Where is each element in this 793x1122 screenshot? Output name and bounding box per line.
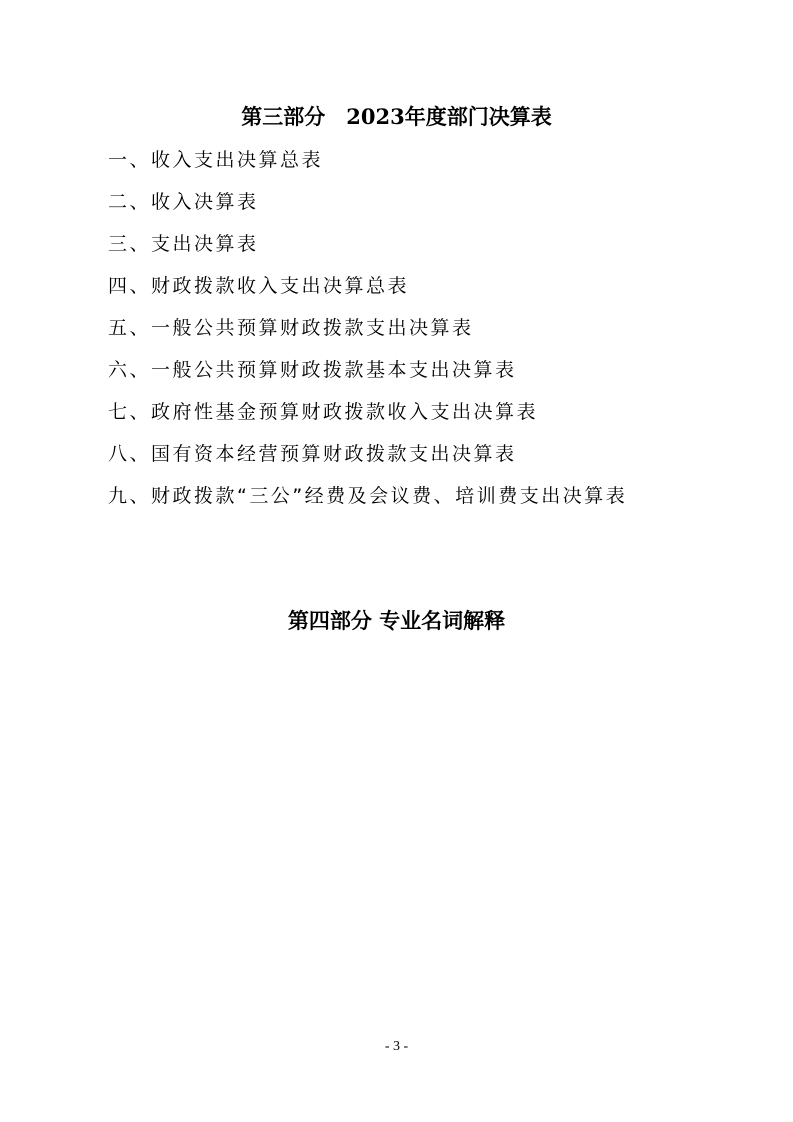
section-3-heading: 第三部分 2023年度部门决算表 [241,104,552,129]
list-item: 四、财政拨款收入支出决算总表 [108,275,410,297]
list-item: 三、支出决算表 [108,233,259,255]
list-item: 七、政府性基金预算财政拨款收入支出决算表 [108,401,539,423]
list-item: 八、国有资本经营预算财政拨款支出决算表 [108,443,517,465]
section-3-table-list [108,146,748,524]
section-4-heading: 第四部分 专业名词解释 [287,608,506,633]
page-number: - 3 - [384,1039,409,1054]
list-item: 五、一般公共预算财政拨款支出决算表 [108,317,474,339]
list-item: 二、收入决算表 [108,191,259,213]
list-item: 九、财政拨款“三公”经费及会议费、培训费支出决算表 [108,485,628,507]
list-item: 一、收入支出决算总表 [108,149,324,171]
list-item: 六、一般公共预算财政拨款基本支出决算表 [108,359,517,381]
